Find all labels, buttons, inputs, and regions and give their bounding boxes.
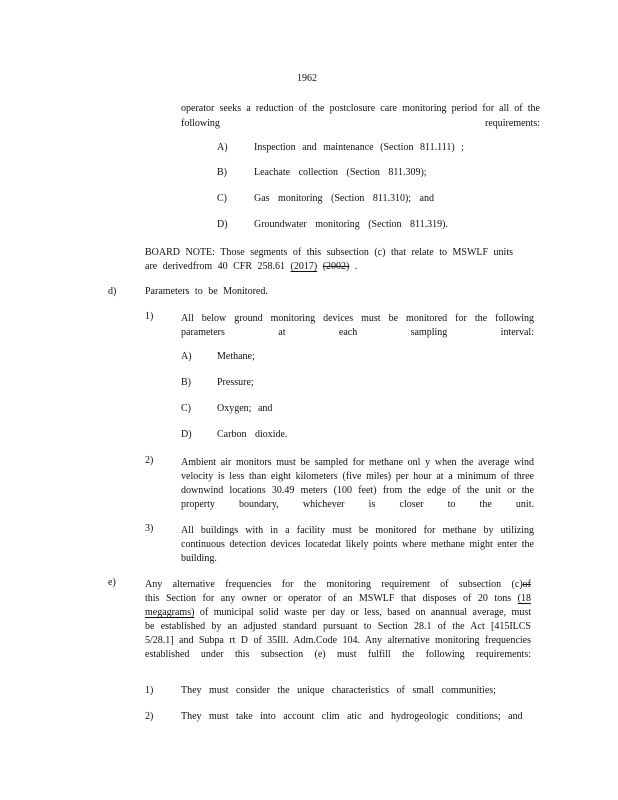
list-item-letter: D) — [217, 219, 228, 230]
section-e-deleted: of — [522, 579, 531, 590]
list-item-text: Gas monitoring (Section 811.310); and — [254, 193, 434, 204]
item-text: All buildings with in a facility must be monitored for methane by utilizing continuous detection devices locatedat likely points where methane might enter the building. — [181, 525, 534, 564]
list-item-letter: D) — [181, 429, 192, 440]
list-item-letter: C) — [181, 403, 191, 414]
section-e-paragraph — [145, 578, 531, 676]
item-text: All below ground monitoring devices must be monitored for the following parameters at each sampling interval: — [181, 313, 534, 338]
item-number: 3) — [145, 523, 154, 534]
list-item-text: Methane; — [217, 351, 255, 362]
item-number: 1) — [145, 685, 154, 696]
board-note-deleted: (2002) — [322, 261, 350, 272]
item-text: They must take into account clim atic and hydrogeologic conditions; and — [181, 711, 523, 722]
item-number: 2) — [145, 455, 154, 466]
list-item-letter: B) — [217, 167, 227, 178]
section-e-letter: e) — [108, 577, 116, 588]
item-text: Ambient air monitors must be sampled for methane onl y when the average wind velocity is less than eight kilometers (five miles) per hour at a minimum of three downwind locations 30.49 meters (100 feet) from the edge of the unit or the property boundary, whichever is closer to the unit. — [181, 457, 534, 510]
list-item-text: Leachate collection (Section 811.309); — [254, 167, 427, 178]
section-e-text: Any alternative frequencies for the monitoring requirement of subsection (c) — [145, 579, 523, 590]
list-item-letter: A) — [217, 142, 228, 153]
board-note — [145, 246, 525, 274]
section-d-heading: Parameters to be Monitored. — [145, 286, 268, 297]
board-note-end: . — [354, 261, 358, 272]
list-item-text: Pressure; — [217, 377, 254, 388]
page-number: 1962 — [297, 73, 317, 84]
list-item-text: Carbon dioxide. — [217, 429, 288, 440]
list-item-letter: C) — [217, 193, 227, 204]
list-item-text: Inspection and maintenance (Section 811.111) ; — [254, 142, 464, 153]
item-text: They must consider the unique characteristics of small communities; — [181, 685, 496, 696]
list-item-letter: B) — [181, 377, 191, 388]
board-note-text: BOARD NOTE: Those segments of this subsection (c) that relate to MSWLF units are derivedfrom 40 CFR 258.61 — [145, 247, 513, 272]
list-item-text: Groundwater monitoring (Section 811.319). — [254, 219, 448, 230]
section-e-text: this Section for any owner or operator of an MSWLF that disposes of 20 tons — [145, 593, 512, 604]
section-e-inserted: (18 megagrams) — [145, 593, 532, 618]
item-number: 2) — [145, 711, 154, 722]
list-item-text: Oxygen; and — [217, 403, 273, 414]
intro-paragraph: operator seeks a reduction of the postclosure care monitoring period for all of the following requirements: — [181, 103, 540, 129]
list-item-letter: A) — [181, 351, 192, 362]
section-e-text: of municipal solid waste per day or less, based on anannual average, must be established by an adjusted standard pursuant to Section 28.1 of the Act [415ILCS 5/28.1] and Subpa rt D of 35Ill. Adm.Code 104. Any alternative monitoring frequencies established under this subsection (e) must fulfill the following requirements: — [145, 607, 531, 660]
section-d-letter: d) — [108, 286, 117, 297]
board-note-inserted: (2017) — [290, 261, 318, 272]
item-number: 1) — [145, 311, 154, 322]
